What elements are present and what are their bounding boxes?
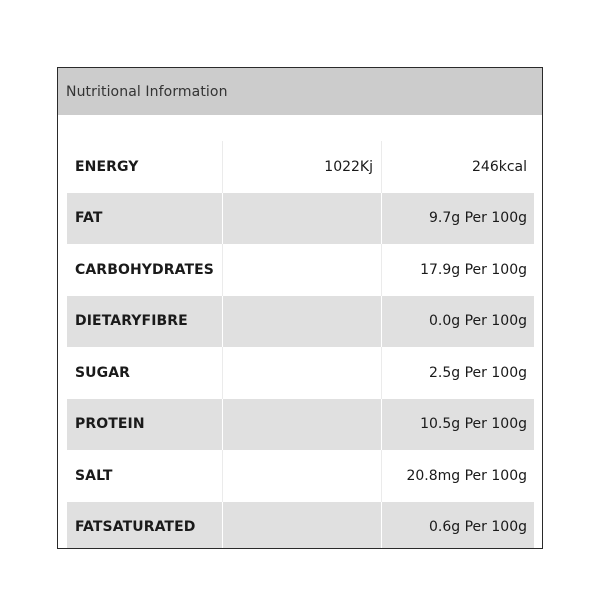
nutrient-energy-kj: 1022Kj	[222, 141, 381, 193]
nutrient-mid-cell	[222, 347, 381, 399]
nutrient-mid-cell	[222, 502, 381, 550]
nutrient-mid-cell	[222, 450, 381, 502]
table-row	[67, 141, 534, 193]
nutrient-mid-cell	[222, 244, 381, 296]
nutrient-value: 246kcal	[381, 141, 534, 193]
nutrient-value: 20.8mg Per 100g	[381, 450, 534, 502]
nutrient-name: FATSATURATED	[75, 519, 196, 536]
nutrient-value: 10.5g Per 100g	[381, 399, 534, 451]
nutrient-mid-cell	[222, 193, 381, 245]
nutrition-table	[67, 141, 534, 549]
nutrient-value: 9.7g Per 100g	[381, 193, 534, 245]
nutrient-name: FAT	[75, 210, 103, 227]
nutrient-value: 0.6g Per 100g	[381, 502, 534, 550]
nutrient-mid-cell	[222, 399, 381, 451]
nutrient-name: SUGAR	[75, 364, 131, 381]
nutrient-value: 17.9g Per 100g	[381, 244, 534, 296]
nutrient-value: 0.0g Per 100g	[381, 296, 534, 348]
nutrient-name: SALT	[75, 467, 113, 484]
nutrient-value: 2.5g Per 100g	[381, 347, 534, 399]
nutrition-panel	[57, 67, 543, 549]
nutrient-name: ENERGY	[75, 158, 139, 175]
table-row	[67, 450, 534, 502]
nutrient-name: PROTEIN	[75, 416, 145, 433]
nutrient-name: CARBOHYDRATES	[75, 261, 214, 278]
table-row	[67, 296, 534, 348]
table-row	[67, 244, 534, 296]
nutrient-mid-cell	[222, 296, 381, 348]
nutrient-name: DIETARYFIBRE	[75, 313, 188, 330]
table-row	[67, 502, 534, 550]
table-row	[67, 399, 534, 451]
panel-title: Nutritional Information	[58, 68, 542, 115]
table-row	[67, 347, 534, 399]
table-row	[67, 193, 534, 245]
